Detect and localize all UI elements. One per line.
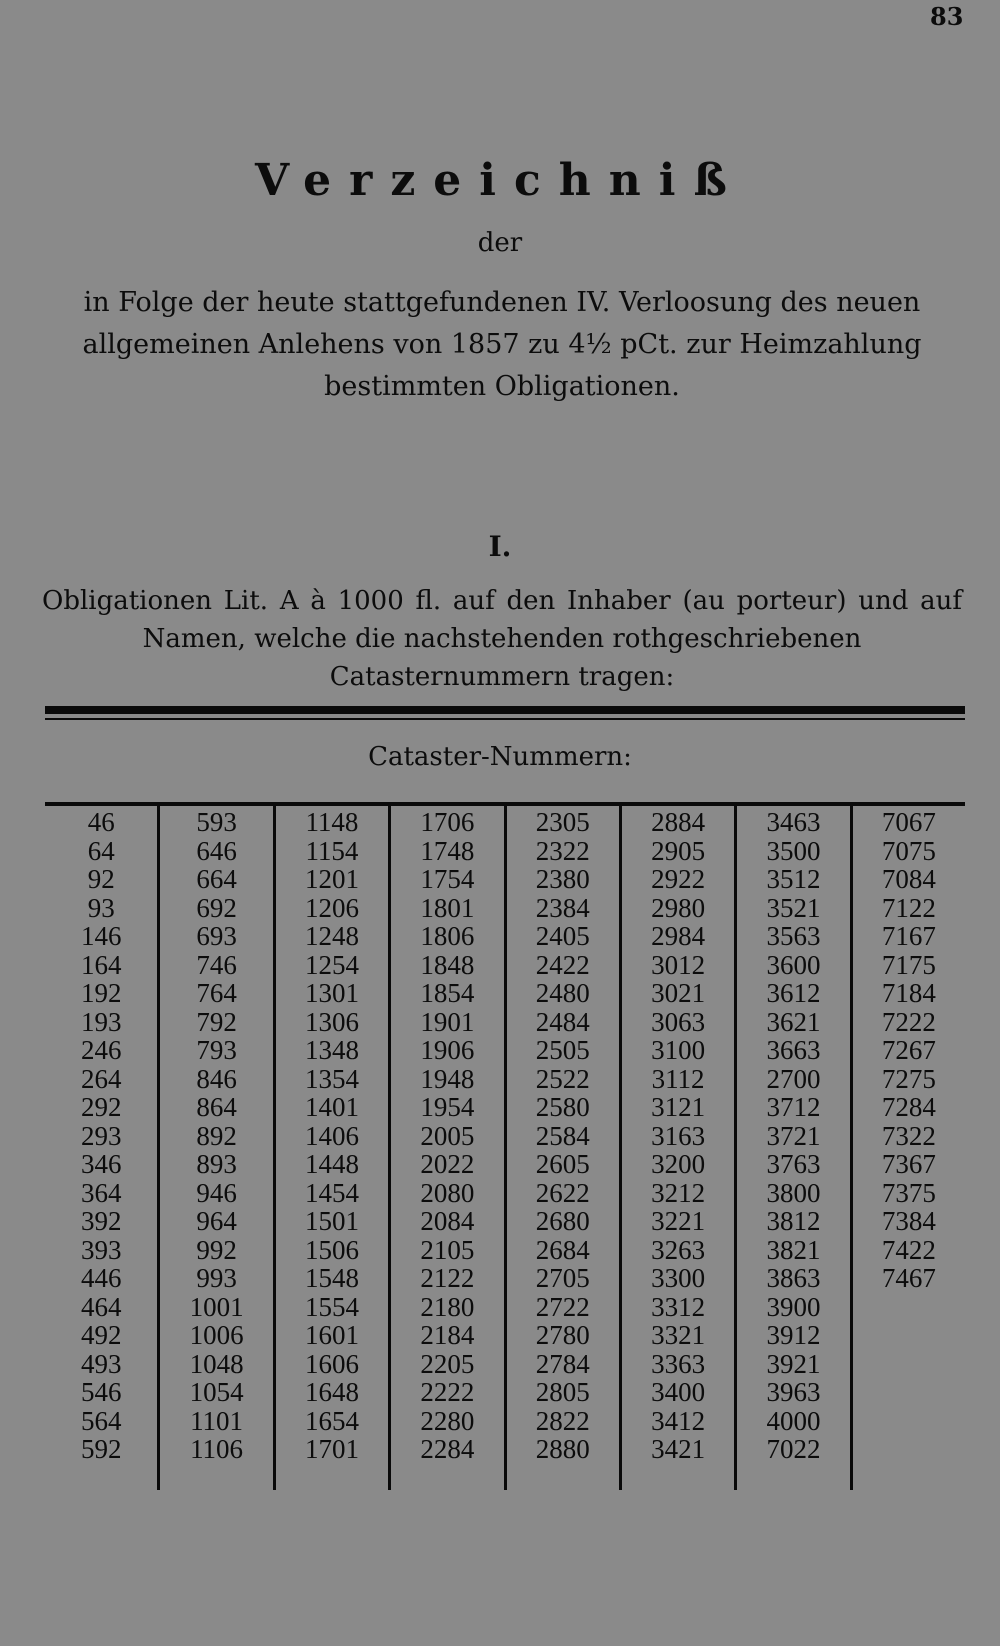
table-cell: 2322 [535,835,590,866]
table-cell: 346 [80,1149,122,1179]
table-cell: 7222 [881,1006,936,1037]
table-cell: 7084 [881,864,936,894]
table-cell: 3663 [766,1035,821,1065]
table-cell: 2705 [535,1263,590,1293]
table-cell: 3812 [766,1206,821,1236]
table-cell: 546 [80,1377,122,1407]
table-cell: 1454 [304,1177,359,1208]
table-cell: 7267 [881,1035,936,1065]
table-cell: 7175 [881,949,936,980]
table-cell: 993 [196,1263,237,1293]
table-cell: 793 [196,1035,237,1065]
table-cell: 3863 [766,1263,821,1293]
table-cell: 4000 [766,1405,821,1436]
table-cell: 1448 [304,1149,359,1179]
table-cell: 1254 [304,949,359,980]
table-cell: 1001 [189,1291,244,1322]
table-cell: 2980 [651,892,706,923]
table-cell: 746 [196,949,237,980]
table-cell: 1006 [189,1320,244,1350]
table-cell: 1854 [420,978,475,1008]
table-cell: 892 [196,1120,237,1151]
table-cell: 2484 [535,1006,590,1037]
table-cell: 3800 [766,1177,821,1208]
table-cell: 2905 [651,835,706,866]
table-cell: 3912 [766,1320,821,1350]
table-cell: 2284 [420,1434,475,1464]
table-cell: 3763 [766,1149,821,1179]
table-cell: 7075 [881,835,936,866]
table-cell: 1748 [420,835,475,866]
table-cell: 1206 [304,892,359,923]
table-cell: 7467 [881,1263,936,1293]
table-cell: 493 [80,1348,122,1379]
table-cell: 1301 [304,978,359,1008]
table-cell: 693 [196,921,237,951]
table-cell: 3021 [651,978,706,1008]
table-cell: 464 [80,1291,122,1322]
table-cell: 2984 [651,921,706,951]
table-cell: 7184 [881,978,936,1008]
table-cell: 2384 [535,892,590,923]
page-number: 83 [930,2,964,31]
table-cell: 246 [80,1035,122,1065]
table-cell: 1354 [304,1063,359,1094]
table-cell: 1248 [304,921,359,951]
table-cell: 3263 [651,1234,706,1265]
table-cell: 2722 [535,1291,590,1322]
table-cell: 1554 [304,1291,359,1322]
table-cell: 7375 [881,1177,936,1208]
table-cell: 2380 [535,864,590,894]
table-cell: 992 [196,1234,237,1265]
table-cell: 2405 [535,921,590,951]
table-cell: 946 [196,1177,237,1208]
thick-rule [45,706,965,714]
table-cell: 2022 [420,1149,475,1179]
table-cell: 593 [196,807,237,837]
table-cell: 2280 [420,1405,475,1436]
table-cell: 2884 [651,807,706,837]
table-cell: 1306 [304,1006,359,1037]
subtitle: der [477,228,523,258]
table-cell: 1906 [420,1035,475,1065]
table-cell: 3821 [766,1234,821,1265]
table-cell: 193 [80,1006,122,1037]
table-cell: 1054 [189,1377,244,1407]
table-cell: 3721 [766,1120,821,1151]
table-cell: 3621 [766,1006,821,1037]
table-column [160,806,275,1490]
table-cell: 2784 [535,1348,590,1379]
table-cell: 2605 [535,1149,590,1179]
table-cell: 2622 [535,1177,590,1208]
table-cell: 1948 [420,1063,475,1094]
table-cell: 1848 [420,949,475,980]
table-cell: 2184 [420,1320,475,1350]
table-cell: 2922 [651,864,706,894]
table-cell: 3312 [651,1291,706,1322]
table-cell: 3012 [651,949,706,980]
table-cell: 7275 [881,1063,936,1094]
table-cell: 446 [80,1263,122,1293]
table-cell: 1148 [305,807,359,837]
table-column [276,806,391,1490]
table-cell: 1654 [304,1405,359,1436]
table-cell: 2222 [420,1377,475,1407]
table-cell: 692 [196,892,237,923]
table-cell: 1348 [304,1035,359,1065]
table-cell: 2680 [535,1206,590,1236]
table-cell: 3900 [766,1291,821,1322]
table-column [622,806,737,1490]
table-cell: 1606 [304,1348,359,1379]
table-cell: 3463 [766,807,821,837]
table-cell: 1506 [304,1234,359,1265]
table-cell: 3963 [766,1377,821,1407]
table-cell: 1201 [304,864,359,894]
table-cell: 3712 [766,1092,821,1122]
table-cell: 492 [80,1320,122,1350]
table-cell: 646 [196,835,237,866]
table-cell: 7067 [881,807,936,837]
table-cell: 264 [80,1063,122,1094]
table-cell: 392 [80,1206,122,1236]
table-cell: 93 [87,892,115,923]
table-cell: 393 [80,1234,122,1265]
numbers-table [45,806,965,1490]
table-cell: 1706 [420,807,475,837]
table-cell: 1801 [420,892,475,923]
table-cell: 1601 [304,1320,359,1350]
table-cell: 3363 [651,1348,706,1379]
table-cell: 3500 [766,835,821,866]
table-cell: 3100 [651,1035,706,1065]
table-cell: 3063 [651,1006,706,1037]
table-cell: 2880 [535,1434,590,1464]
section-number: I. [488,530,512,563]
table-cell: 2305 [535,807,590,837]
table-cell: 192 [80,978,122,1008]
table-cell: 3221 [651,1206,706,1236]
table-cell: 2084 [420,1206,475,1236]
table-cell: 3600 [766,949,821,980]
table-cell: 2584 [535,1120,590,1151]
table-cell: 1548 [304,1263,359,1293]
table-column [737,806,852,1490]
table-cell: 792 [196,1006,237,1037]
table-cell: 664 [196,864,237,894]
section-text-line2: Namen, welche die nachstehenden rothgeschriebenen Catasternummern tragen: [142,624,862,692]
table-cell: 2180 [420,1291,475,1322]
table-heading: Cataster-Nummern: [368,742,632,772]
table-column [45,806,160,1490]
table-cell: 3412 [651,1405,706,1436]
table-cell: 1401 [304,1092,359,1122]
table-cell: 3921 [766,1348,821,1379]
table-column [853,806,965,1490]
section-text-line1: Obligationen Lit. A à 1000 fl. auf den Inhaber (au porteur) und auf [42,586,962,616]
table-cell: 1754 [420,864,475,894]
table-cell: 2580 [535,1092,590,1122]
table-cell: 893 [196,1149,237,1179]
table-cell: 2105 [420,1234,475,1265]
table-cell: 1501 [304,1206,359,1236]
table-cell: 2780 [535,1320,590,1350]
table-cell: 7167 [881,921,936,951]
table-cell: 146 [80,921,122,951]
table-cell: 1648 [304,1377,359,1407]
table-cell: 864 [196,1092,237,1122]
table-cell: 364 [80,1177,122,1208]
table-cell: 3521 [766,892,821,923]
table-cell: 1048 [189,1348,244,1379]
table-cell: 1406 [304,1120,359,1151]
table-cell: 3421 [651,1434,706,1464]
table-cell: 3563 [766,921,821,951]
table-cell: 2700 [766,1063,821,1094]
table-cell: 3121 [651,1092,706,1122]
table-cell: 1106 [190,1434,244,1464]
table-cell: 293 [80,1120,122,1151]
table-cell: 292 [80,1092,122,1122]
table-cell: 2122 [420,1263,475,1293]
table-cell: 2522 [535,1063,590,1094]
table-cell: 164 [80,949,122,980]
table-column [391,806,506,1490]
table-cell: 1806 [420,921,475,951]
table-cell: 3212 [651,1177,706,1208]
table-cell: 2005 [420,1120,475,1151]
table-cell: 7022 [766,1434,821,1464]
table-cell: 7384 [881,1206,936,1236]
table-cell: 3612 [766,978,821,1008]
table-cell: 7422 [881,1234,936,1265]
table-cell: 3321 [651,1320,706,1350]
table-cell: 3512 [766,864,821,894]
table-cell: 764 [196,978,237,1008]
table-cell: 7322 [881,1120,936,1151]
table-cell: 3200 [651,1149,706,1179]
page-title: Verzeichniß [255,155,745,206]
description: in Folge der heute stattgefundenen IV. Verloosung des neuen allgemeinen Anlehens von 1857 zu 4½ pCt. zur Heimzahlung bestimmten Obligationen. [82,287,922,402]
table-cell: 1954 [420,1092,475,1122]
table-cell: 964 [196,1206,237,1236]
table-cell: 846 [196,1063,237,1094]
table-cell: 92 [87,864,115,894]
table-cell: 592 [80,1434,122,1464]
table-cell: 3112 [651,1063,705,1094]
thin-rule-top [45,718,965,720]
table-cell: 2422 [535,949,590,980]
table-cell: 2822 [535,1405,590,1436]
table-cell: 2684 [535,1234,590,1265]
table-cell: 3400 [651,1377,706,1407]
table-cell: 46 [87,807,115,837]
table-cell: 1101 [190,1405,244,1436]
table-cell: 2505 [535,1035,590,1065]
table-cell: 7122 [881,892,936,923]
table-cell: 3163 [651,1120,706,1151]
table-cell: 1154 [305,835,359,866]
table-cell: 564 [80,1405,122,1436]
table-column [507,806,622,1490]
table-cell: 2080 [420,1177,475,1208]
table-cell: 1701 [304,1434,359,1464]
table-cell: 2805 [535,1377,590,1407]
table-cell: 7367 [881,1149,936,1179]
table-cell: 1901 [420,1006,475,1037]
table-cell: 2205 [420,1348,475,1379]
table-cell: 7284 [881,1092,936,1122]
table-cell: 3300 [651,1263,706,1293]
table-cell: 2480 [535,978,590,1008]
table-cell: 64 [87,835,115,866]
